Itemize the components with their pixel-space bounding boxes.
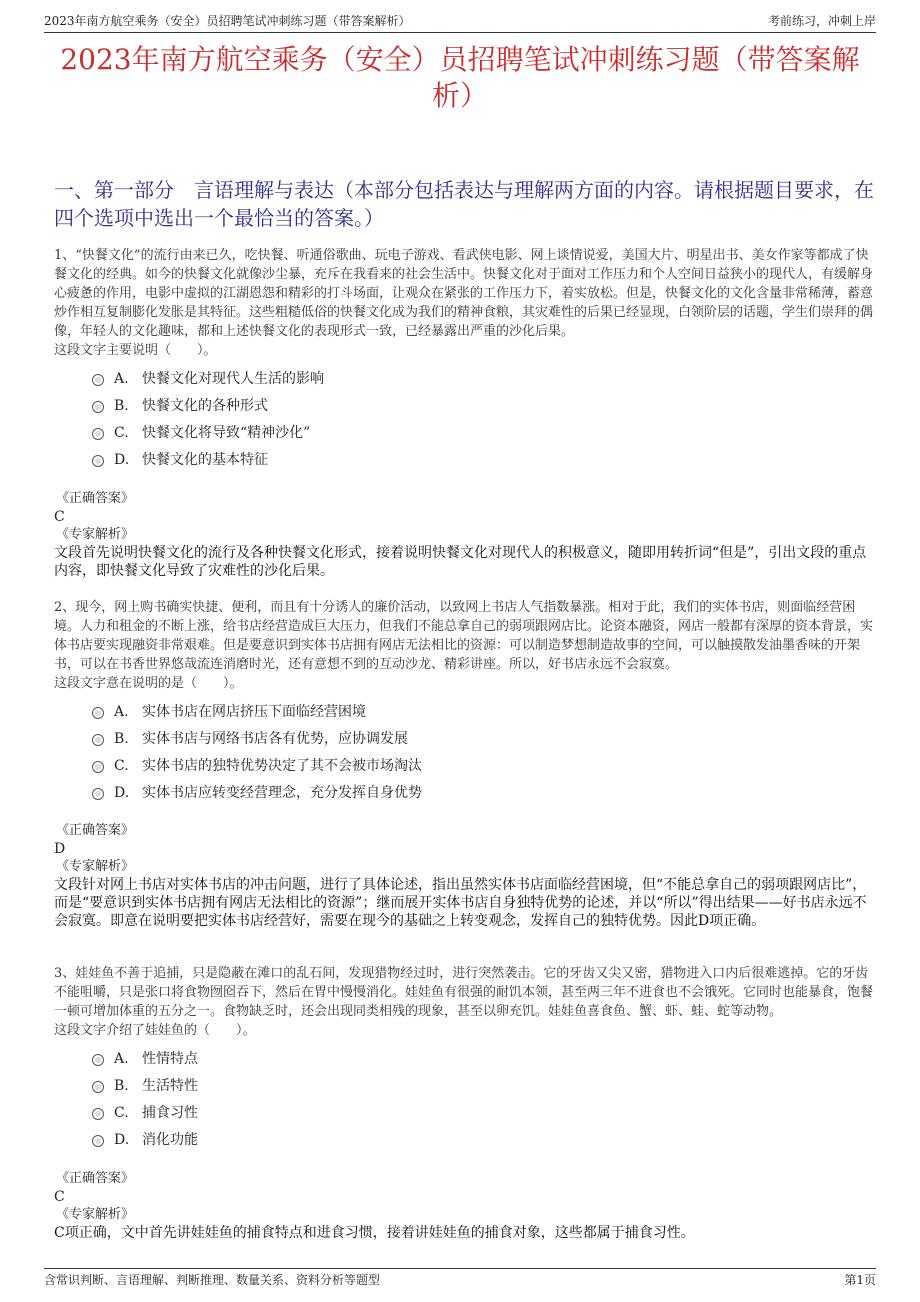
radio-button-icon[interactable] <box>92 374 104 386</box>
header-document-title: 2023年南方航空乘务（安全）员招聘笔试冲刺练习题（带答案解析） <box>44 14 411 28</box>
document-title: 2023年南方航空乘务（安全）员招聘笔试冲刺练习题（带答案解析） <box>60 43 860 112</box>
question-stem: 3、娃娃鱼不善于追捕，只是隐蔽在滩口的乱石间，发现猎物经过时，进行突然袭击。它的牙齿又尖又密，猎物进入口内后很难逃掉。它的牙齿不能咀嚼，只是张口将食物囫囵吞下，然后在胃中慢慢消化。娃娃鱼有很强的耐饥本领，甚至两三年不进食也不会饿死。它同时也能暴食，饱餐一顿可增加体重的五分之一。食物缺乏时，还会出现同类相残的现象，甚至以卵充饥。娃娃鱼喜食鱼、蟹、虾、蛙、蛇等动物。 <box>54 966 874 1019</box>
question-prompt: 这段文字意在说明的是（ ）。 <box>54 676 243 691</box>
answer-label: 《正确答案》 <box>56 823 135 838</box>
option-d[interactable]: D. 快餐文化的基本特征 <box>54 447 876 474</box>
question-1 <box>54 246 876 474</box>
question-prompt: 这段文字主要说明（ ）。 <box>54 343 217 358</box>
answer-section-3 <box>54 1170 876 1242</box>
option-b[interactable]: B. 生活特性 <box>54 1073 876 1100</box>
expert-label: 《专家解析》 <box>56 527 135 542</box>
explanation-text: 文段首先说明快餐文化的流行及各种快餐文化形式，接着说明快餐文化对现代人的积极意义，随即用转折词“但是”，引出文段的重点内容，即快餐文化导致了灾难性的沙化后果。 <box>54 545 867 579</box>
answer-value: C <box>54 1189 65 1205</box>
answer-section-2 <box>54 822 876 930</box>
question-stem: 2、现今，网上购书确实快捷、便利，而且有十分诱人的廉价活动，以致网上书店人气指数暴涨。相对于此，我们的实体书店，则面临经营困境。人力和租金的不断上涨，给书店经营造成巨大压力，但我们不能总拿自己的弱项跟网店比。论资本融资，网店一般都有深厚的资本背景，实体书店要实现融资非常艰难。但是要意识到实体书店拥有网店无法相比的资源：可以制造梦想制造故事的空间，可以触摸散发油墨香味的开架书，可以在书香世界悠哉流连消磨时光，还有意想不到的互动沙龙、精彩讲座。所以，好书店永远不会寂寞。 <box>54 600 874 672</box>
header-slogan: 考前练习，冲刺上岸 <box>767 14 876 28</box>
explanation-text: 文段针对网上书店对实体书店的冲击问题，进行了具体论述，指出虽然实体书店面临经营困境，但“不能总拿自己的弱项跟网店比”，而是“要意识到实体书店拥有网店无法相比的资源”；继而展开实体书店自身独特优势的论述，并以“所以”得出结果——好书店永远不会寂寞。即意在说明要把实体书店经营好，需要在现今的基础之上转变观念，发挥自己的独特优势。因此D项正确。 <box>54 877 867 929</box>
question-3 <box>54 964 876 1154</box>
page-footer <box>44 1268 876 1291</box>
radio-button-icon[interactable] <box>92 734 104 746</box>
radio-button-icon[interactable] <box>92 1054 104 1066</box>
option-b[interactable]: B. 快餐文化的各种形式 <box>54 393 876 420</box>
option-c[interactable]: C. 捕食习性 <box>54 1100 876 1127</box>
question-2 <box>54 598 876 807</box>
page-header <box>44 10 876 33</box>
radio-button-icon[interactable] <box>92 1108 104 1120</box>
radio-button-icon[interactable] <box>92 455 104 467</box>
expert-label: 《专家解析》 <box>56 859 135 874</box>
option-c[interactable]: C. 快餐文化将导致“精神沙化” <box>54 420 876 447</box>
option-list <box>54 366 876 474</box>
answer-label: 《正确答案》 <box>56 1171 135 1186</box>
option-d[interactable]: D. 实体书店应转变经营理念，充分发挥自身优势 <box>54 780 876 807</box>
answer-label: 《正确答案》 <box>56 491 135 506</box>
question-stem: 1、“快餐文化”的流行由来已久，吃快餐、听通俗歌曲、玩电子游戏、看武侠电影、网上谈情说爱，美国大片、明星出书、美女作家等都成了快餐文化的经典。如今的快餐文化就像沙尘暴，充斥在我看来的社会生活中。快餐文化对于面对工作压力和个人空间日益狭小的现代人，有缓解身心疲惫的作用，电影中虚拟的江湖恩怨和精彩的打斗场面，让观众在紧张的工作压力下，着实放松。但是，快餐文化的文化含量非常稀薄，蓄意炒作相互复制膨化发胀是其特征。这些粗糙低俗的快餐文化成为我们的精神食粮，其灾难性的后果已经显现，白领阶层的话题，学生们崇拜的偶像，年轻人的文化趣味，都和上述快餐文化的表现形式一致，已经暴露出严重的沙化后果。 <box>54 248 874 339</box>
radio-button-icon[interactable] <box>92 401 104 413</box>
option-list <box>54 1046 876 1154</box>
option-d[interactable]: D. 消化功能 <box>54 1127 876 1154</box>
question-prompt: 这段文字介绍了娃娃鱼的（ ）。 <box>54 1023 256 1038</box>
footer-topics: 含常识判断、言语理解、判断推理、数量关系、资料分析等题型 <box>44 1273 381 1287</box>
radio-button-icon[interactable] <box>92 788 104 800</box>
radio-button-icon[interactable] <box>92 1081 104 1093</box>
option-a[interactable]: A. 快餐文化对现代人生活的影响 <box>54 366 876 393</box>
page-number: 第1页 <box>844 1273 876 1287</box>
radio-button-icon[interactable] <box>92 707 104 719</box>
radio-button-icon[interactable] <box>92 1135 104 1147</box>
expert-label: 《专家解析》 <box>56 1207 135 1222</box>
radio-button-icon[interactable] <box>92 761 104 773</box>
answer-value: D <box>54 841 66 857</box>
option-list <box>54 699 876 807</box>
section-title: 一、第一部分 言语理解与表达（本部分包括表达与理解两方面的内容。请根据题目要求，在四个选项中选出一个最恰当的答案。） <box>54 178 874 230</box>
explanation-text: C项正确，文中首先讲娃娃鱼的捕食特点和进食习惯，接着讲娃娃鱼的捕食对象，这些都属于捕食习性。 <box>54 1225 695 1241</box>
option-a[interactable]: A. 性情特点 <box>54 1046 876 1073</box>
radio-button-icon[interactable] <box>92 428 104 440</box>
option-c[interactable]: C. 实体书店的独特优势决定了其不会被市场淘汰 <box>54 753 876 780</box>
answer-value: C <box>54 509 65 525</box>
option-b[interactable]: B. 实体书店与网络书店各有优势，应协调发展 <box>54 726 876 753</box>
answer-section-1 <box>54 490 876 580</box>
option-a[interactable]: A. 实体书店在网店挤压下面临经营困境 <box>54 699 876 726</box>
